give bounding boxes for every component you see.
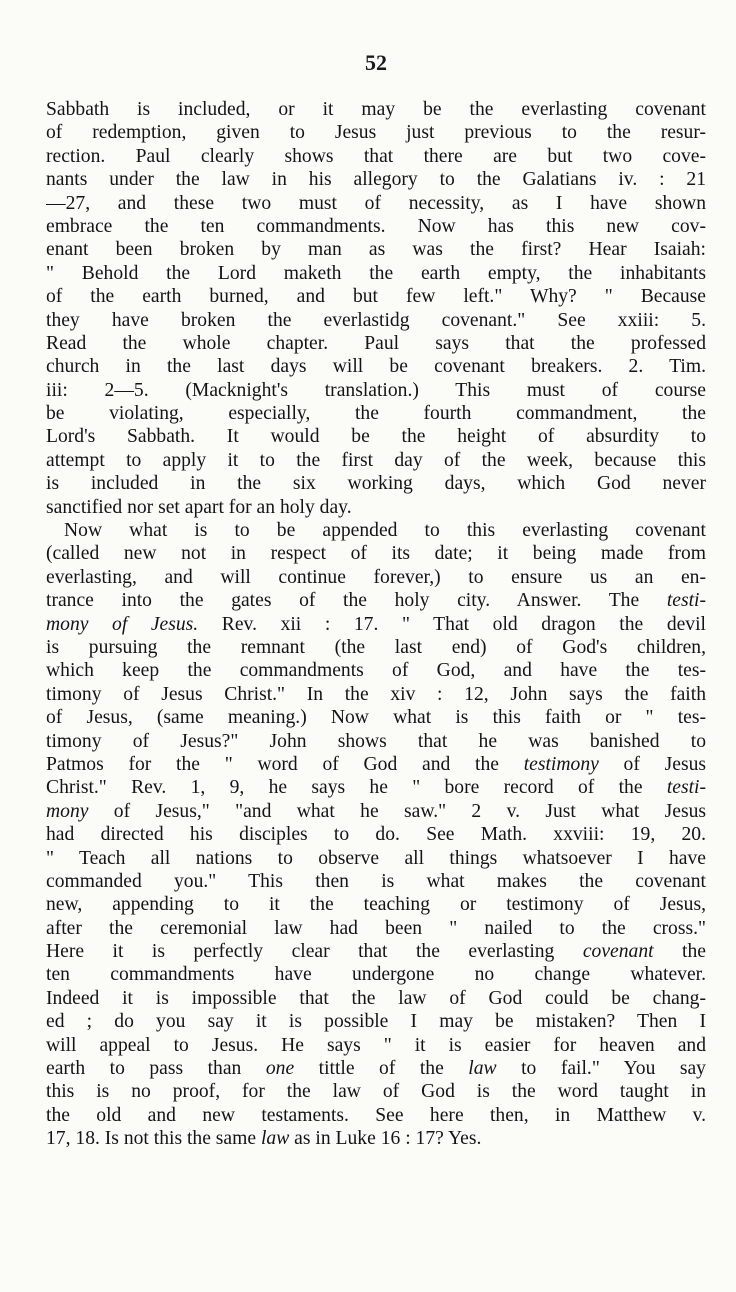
- line-text: they have broken the everlastidg covenant." See xxiii: 5.: [46, 309, 706, 331]
- line-text: tittle of the: [294, 1058, 469, 1080]
- line-text: of the earth burned, and but few left." Why? " Because: [46, 286, 706, 308]
- line-text: the old and new testaments. See here then, in Matthew v.: [46, 1104, 706, 1126]
- text-line: [46, 870, 706, 893]
- line-text: will appeal to Jesus. He says " it is easier for heaven and: [46, 1034, 706, 1056]
- line-text: Christ." Rev. 1, 9, he says he " bore record of the: [46, 777, 667, 799]
- line-text: of Jesus, (same meaning.) Now what is this faith or " tes-: [46, 707, 706, 729]
- line-text: of Jesus," "and what he saw." 2 v. Just what Jesus: [88, 800, 706, 822]
- line-text: Indeed it is impossible that the law of God could be chang-: [46, 987, 706, 1009]
- line-text: attempt to apply it to the first day of the week, because this: [46, 449, 706, 471]
- italic-text: testimony: [523, 753, 599, 775]
- line-text: of Jesus: [598, 753, 706, 775]
- text-line: [46, 355, 706, 378]
- line-text: everlasting, and will continue forever,) to ensure us an en-: [46, 566, 706, 588]
- line-text: which keep the commandments of God, and have the tes-: [46, 660, 706, 682]
- text-line: [46, 893, 706, 916]
- text-line: [46, 706, 706, 729]
- body-text: [46, 98, 706, 1151]
- text-line: [46, 238, 706, 261]
- text-line: [46, 566, 706, 589]
- line-text: Rev. xii : 17. " That old dragon the devil: [198, 613, 706, 635]
- text-line: [46, 847, 706, 870]
- line-text: ten commandments have undergone no change whatever.: [46, 964, 706, 986]
- line-text: as in Luke 16 : 17? Yes.: [289, 1128, 482, 1150]
- text-line: [46, 613, 706, 636]
- line-text: " Behold the Lord maketh the earth empty, the inhabitants: [46, 262, 706, 284]
- line-text: earth to pass than: [46, 1058, 266, 1080]
- text-line: [46, 542, 706, 565]
- text-line: [46, 940, 706, 963]
- line-text: Read the whole chapter. Paul says that the professed: [46, 332, 706, 354]
- text-line: [46, 192, 706, 215]
- line-text: Now what is to be appended to this everlasting covenant: [64, 520, 706, 542]
- text-line: [46, 1080, 706, 1103]
- text-line: [46, 215, 706, 238]
- italic-text: law: [468, 1058, 497, 1080]
- text-line: [46, 917, 706, 940]
- text-line: [46, 963, 706, 986]
- text-line: [46, 823, 706, 846]
- line-text: be violating, especially, the fourth commandment, the: [46, 403, 706, 425]
- italic-text: covenant: [582, 941, 654, 963]
- text-line: [46, 332, 706, 355]
- line-text: —27, and these two must of necessity, as I have shown: [46, 192, 706, 214]
- text-line: [46, 1127, 706, 1150]
- text-line: [46, 402, 706, 425]
- italic-text: mony of Jesus.: [46, 613, 199, 635]
- text-line: [46, 753, 706, 776]
- text-line: [46, 262, 706, 285]
- text-line: [46, 121, 706, 144]
- text-line: [46, 145, 706, 168]
- line-text: new, appending to it the teaching or testimony of Jesus,: [46, 894, 706, 916]
- text-line: [46, 379, 706, 402]
- text-line: [46, 659, 706, 682]
- line-text: sanctified nor set apart for an holy day.: [46, 496, 352, 518]
- line-text: nants under the law in his allegory to the Galatians iv. : 21: [46, 169, 706, 191]
- line-text: rection. Paul clearly shows that there are but two cove-: [46, 145, 706, 167]
- line-text: embrace the ten commandments. Now has this new cov-: [46, 215, 706, 237]
- line-text: had directed his disciples to do. See Math. xxviii: 19, 20.: [46, 824, 706, 846]
- line-text: enant been broken by man as was the first? Hear Isaiah:: [46, 239, 706, 261]
- text-line: [46, 1034, 706, 1057]
- line-text: after the ceremonial law had been " nailed to the cross.": [46, 917, 706, 939]
- line-text: 17, 18. Is not this the same: [46, 1128, 261, 1150]
- line-text: is pursuing the remnant (the last end) of God's children,: [46, 636, 706, 658]
- text-line: [46, 168, 706, 191]
- line-text: Patmos for the " word of God and the: [46, 753, 524, 775]
- line-text: the: [653, 941, 706, 963]
- text-line: [46, 1104, 706, 1127]
- italic-text: mony: [46, 800, 89, 822]
- text-line: [46, 636, 706, 659]
- italic-text: law: [260, 1128, 290, 1150]
- text-line: [46, 496, 706, 519]
- line-text: trance into the gates of the holy city. Answer. The: [46, 590, 667, 612]
- line-text: Here it is perfectly clear that the everlasting: [46, 941, 583, 963]
- line-text: Lord's Sabbath. It would be the height of absurdity to: [46, 426, 706, 448]
- text-line: [46, 683, 706, 706]
- line-text: church in the last days will be covenant breakers. 2. Tim.: [46, 356, 706, 378]
- text-line: [46, 776, 706, 799]
- line-text: timony of Jesus?" John shows that he was banished to: [46, 730, 706, 752]
- text-line: [46, 309, 706, 332]
- italic-text: one: [265, 1058, 295, 1080]
- line-text: this is no proof, for the law of God is the word taught in: [46, 1081, 706, 1103]
- text-line: [46, 285, 706, 308]
- text-line: [46, 449, 706, 472]
- line-text: iii: 2—5. (Macknight's translation.) This must of course: [46, 379, 706, 401]
- line-text: (called new not in respect of its date; it being made from: [46, 543, 706, 565]
- line-text: Sabbath is included, or it may be the everlasting covenant: [46, 99, 706, 120]
- line-text: is included in the six working days, which God never: [46, 473, 706, 495]
- text-line: [46, 987, 706, 1010]
- italic-text: testi-: [666, 590, 706, 612]
- text-line: [46, 730, 706, 753]
- text-line: [46, 98, 706, 121]
- text-line: [46, 472, 706, 495]
- line-text: to fail." You say: [496, 1058, 706, 1080]
- line-text: timony of Jesus Christ." In the xiv : 12, John says the faith: [46, 683, 706, 705]
- text-line: [46, 800, 706, 823]
- line-text: " Teach all nations to observe all things whatsoever I have: [46, 847, 706, 869]
- italic-text: testi-: [666, 777, 706, 799]
- line-text: ed ; do you say it is possible I may be mistaken? Then I: [46, 1011, 706, 1033]
- line-text: of redemption, given to Jesus just previous to the resur-: [46, 122, 706, 144]
- line-text: commanded you." This then is what makes the covenant: [46, 870, 706, 892]
- page-number: 52: [365, 50, 387, 75]
- text-line: [46, 1057, 706, 1080]
- text-line: [46, 519, 706, 542]
- text-line: [46, 425, 706, 448]
- text-line: [46, 1010, 706, 1033]
- text-line: [46, 589, 706, 612]
